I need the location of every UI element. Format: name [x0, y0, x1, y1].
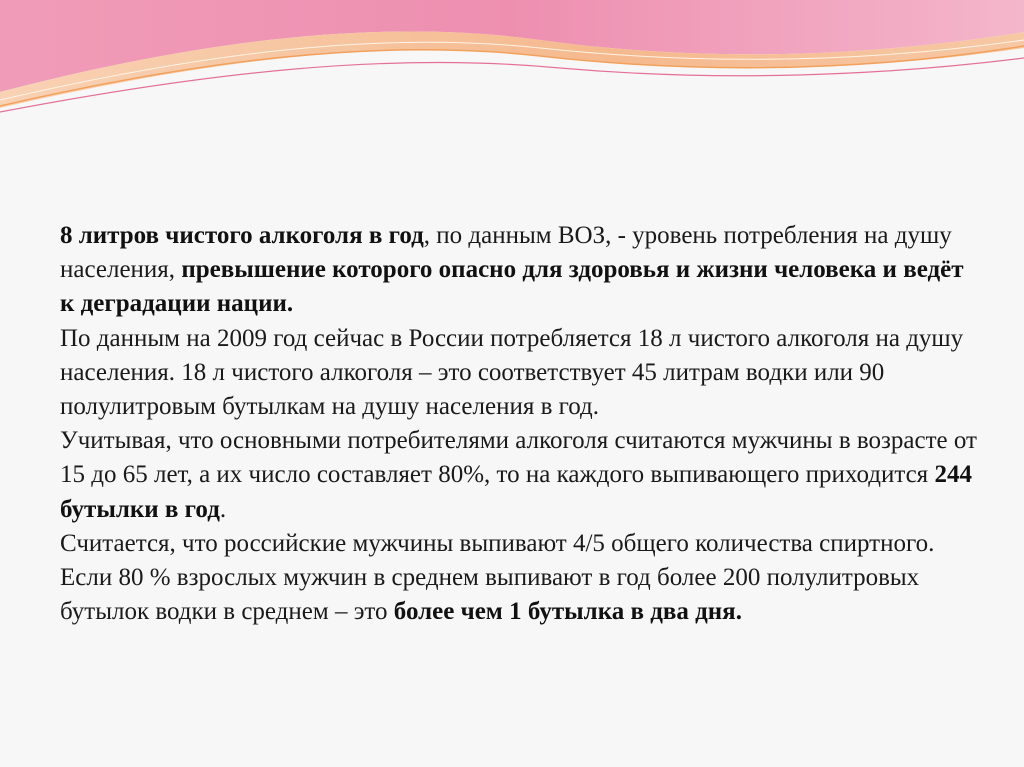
text-run: превышение которого опасно для здоровья и жизни человека и ведёт к деградации нации.	[60, 256, 964, 318]
text-run: 8 литров чистого алкоголя в год	[60, 222, 424, 249]
text-run: По данным на 2009 год сейчас в России потребляется 18 л чистого алкоголя на душу населения. 18 л чистого алкоголя – это соответствует 45 литрам водки или 90 полулитровым бутылкам на душу населения в год.	[60, 324, 964, 421]
paragraph	[60, 219, 980, 322]
text-run: , по данным ВОЗ, - уровень потребления на душу населения,	[60, 222, 952, 284]
text-run: Считается, что российские мужчины выпивают 4/5 общего количества спиртного.	[60, 529, 935, 557]
text-run: .	[219, 495, 227, 523]
text-run: 244 бутылки в год	[60, 461, 972, 523]
paragraph	[60, 322, 980, 425]
wave-decoration	[0, 0, 1024, 130]
paragraph	[60, 527, 980, 561]
text-run: Если 80 % взрослых мужчин в среднем выпивают в год более 200 полулитровых бутылок водки в среднем – это	[60, 564, 920, 626]
paragraph	[60, 561, 980, 629]
text-run: более чем 1 бутылка в два дня.	[393, 598, 742, 626]
body-text	[60, 219, 980, 629]
text-run: Учитывая, что основными потребителями алкоголя считаются мужчины в возрасте от 15 до 65 лет, а их число составляет 80%, то на каждого выпивающего приходится	[60, 427, 977, 489]
paragraph	[60, 424, 980, 527]
